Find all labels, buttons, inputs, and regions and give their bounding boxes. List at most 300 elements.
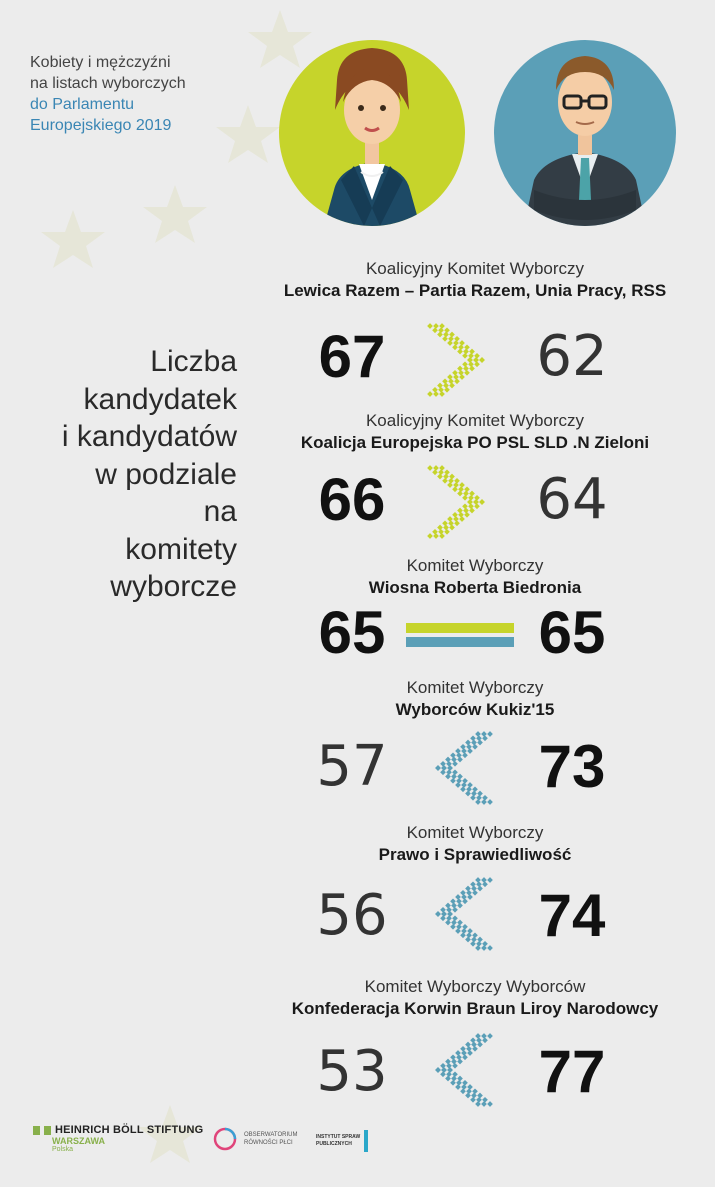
arrow-dot xyxy=(462,898,468,904)
arrow-dot xyxy=(456,1080,462,1086)
arrow-dot xyxy=(477,791,483,797)
arrow-dot xyxy=(470,881,476,887)
arrow-dot xyxy=(454,378,460,384)
committee-row-lewica xyxy=(270,258,680,302)
arrow-dot xyxy=(443,332,449,338)
arrow-dot xyxy=(460,932,466,938)
arrow-dot xyxy=(457,903,463,909)
committee-label: Komitet Wyborczy xyxy=(406,556,544,575)
arrow-dot xyxy=(445,757,451,763)
arrow-dot xyxy=(460,1046,466,1052)
isp-line-1: INSTYTUT SPRAW xyxy=(316,1134,361,1140)
arrow-dot xyxy=(439,323,445,329)
arrow-dot xyxy=(455,1084,461,1090)
isp-logo-bar xyxy=(364,1130,368,1152)
arrow-dot xyxy=(458,344,464,350)
arrow-dot xyxy=(440,769,446,775)
arrow-dot xyxy=(427,533,433,539)
arrow-dot xyxy=(461,748,467,754)
arrow-dot xyxy=(479,357,485,363)
arrow-dot xyxy=(449,332,455,338)
arrow-dot xyxy=(474,503,480,509)
arrow-dot xyxy=(467,748,473,754)
arrow-dot xyxy=(441,911,447,917)
arrow-dot xyxy=(438,469,444,475)
women-count: 67 xyxy=(318,323,386,390)
equal-bar xyxy=(406,637,514,647)
arrow-dot xyxy=(473,499,479,505)
men-count: 73 xyxy=(538,733,606,800)
arrow-dot xyxy=(449,383,455,389)
arrow-dot xyxy=(467,357,473,363)
arrow-dot xyxy=(452,907,458,913)
arrow-dot xyxy=(456,1054,462,1060)
arrow-dot xyxy=(446,1071,452,1077)
arrow-dot xyxy=(438,387,444,393)
arrow-dot xyxy=(439,391,445,397)
arrow-dot xyxy=(474,495,480,501)
arrow-dot xyxy=(465,937,471,943)
arrow-dot xyxy=(474,361,480,367)
arrow-dot xyxy=(477,1042,483,1048)
star-decoration xyxy=(143,185,207,243)
arrow-dot xyxy=(456,778,462,784)
arrow-dot xyxy=(482,941,488,947)
arrow-dot xyxy=(441,1067,447,1073)
arrow-dot xyxy=(476,795,482,801)
arrow-dot xyxy=(438,529,444,535)
arrow-dot xyxy=(457,1059,463,1065)
arrow-dot xyxy=(444,469,450,475)
arrow-dot xyxy=(452,761,458,767)
arrow-dot xyxy=(472,1088,478,1094)
arrow-dot xyxy=(457,349,463,355)
arrow-dot xyxy=(444,327,450,333)
arrow-dot xyxy=(439,465,445,471)
arrow-dot xyxy=(469,508,475,514)
arrow-dot xyxy=(469,491,475,497)
comparison-arrow xyxy=(420,728,500,808)
committee-name: Konfederacja Korwin Braun Liroy Narodowcy xyxy=(291,999,659,1018)
arrow-dot xyxy=(466,890,472,896)
arrow-dot xyxy=(462,503,468,509)
side-title-line: na xyxy=(203,495,237,528)
arrow-dot xyxy=(482,1037,488,1043)
arrow-dot xyxy=(454,520,460,526)
committee-row-koalicja xyxy=(270,410,680,454)
arrow-dot xyxy=(458,370,464,376)
arrow-dot xyxy=(460,744,466,750)
side-title-line: komitety xyxy=(125,532,237,566)
men-count: 74 xyxy=(538,882,606,949)
arrow-dot xyxy=(450,898,456,904)
arrow-dot xyxy=(470,795,476,801)
arrow-dot xyxy=(475,1033,481,1039)
arrow-dot xyxy=(453,374,459,380)
arrow-dot xyxy=(444,529,450,535)
arrow-dot xyxy=(476,881,482,887)
arrow-dot xyxy=(452,1063,458,1069)
committee-name: Wiosna Roberta Biedronia xyxy=(368,578,582,597)
arrow-dot xyxy=(487,799,493,805)
arrow-dot xyxy=(439,533,445,539)
arrow-dot xyxy=(487,877,493,883)
committee-row-kukiz xyxy=(270,677,680,721)
arrow-dot xyxy=(442,478,448,484)
star-decoration xyxy=(248,10,312,68)
arrow-dot xyxy=(464,344,470,350)
arrow-dot xyxy=(472,786,478,792)
arrow-dot xyxy=(455,894,461,900)
arrow-dot xyxy=(481,799,487,805)
arrow-dot xyxy=(443,383,449,389)
arrow-dot xyxy=(462,1054,468,1060)
arrow-dot xyxy=(451,1059,457,1065)
arrow-dot xyxy=(449,525,455,531)
arrow-dot xyxy=(452,486,458,492)
man-illustration xyxy=(494,40,676,226)
arrow-dot xyxy=(440,915,446,921)
arrow-dot xyxy=(474,353,480,359)
arrow-dot xyxy=(477,740,483,746)
arrow-dot xyxy=(471,740,477,746)
arrow-dot xyxy=(467,1050,473,1056)
committee-label: Komitet Wyborczy Wyborców xyxy=(364,977,586,996)
arrow-dot xyxy=(445,903,451,909)
arrow-dot xyxy=(452,370,458,376)
arrow-dot xyxy=(477,886,483,892)
arrow-dot xyxy=(452,915,458,921)
arrow-dot xyxy=(457,508,463,514)
isp-logo xyxy=(316,1130,368,1152)
arrow-dot xyxy=(445,774,451,780)
obserwatorium-logo xyxy=(212,1126,297,1152)
arrow-dot xyxy=(442,336,448,342)
arrow-dot xyxy=(447,374,453,380)
obs-line-1: OBSERWATORIUM xyxy=(244,1132,298,1138)
arrow-dot xyxy=(443,474,449,480)
comparison-arrow xyxy=(420,593,500,673)
arrow-dot xyxy=(448,520,454,526)
arrow-dot xyxy=(472,932,478,938)
committee-name: Wyborców Kukiz'15 xyxy=(395,700,555,719)
arrow-dot xyxy=(453,516,459,522)
arrow-dot xyxy=(462,1080,468,1086)
arrow-dot xyxy=(461,1050,467,1056)
arrow-dot xyxy=(470,1037,476,1043)
arrow-dot xyxy=(467,928,473,934)
arrow-dot xyxy=(437,383,443,389)
women-count: 56 xyxy=(316,883,388,948)
arrow-dot xyxy=(470,1097,476,1103)
arrow-dot xyxy=(481,1033,487,1039)
arrow-dot xyxy=(464,486,470,492)
committee-label: Koalicyjny Komitet Wyborczy xyxy=(365,411,585,430)
arrow-dot xyxy=(432,327,438,333)
arrow-dot xyxy=(463,508,469,514)
comparison-arrow xyxy=(420,320,500,400)
arrow-dot xyxy=(470,735,476,741)
arrow-dot xyxy=(475,945,481,951)
arrow-dot xyxy=(459,482,465,488)
arrow-dot xyxy=(446,1063,452,1069)
arrow-dot xyxy=(461,782,467,788)
arrow-dot xyxy=(458,512,464,518)
arrow-dot xyxy=(455,1050,461,1056)
arrow-dot xyxy=(435,911,441,917)
arrow-dot xyxy=(433,391,439,397)
arrow-dot xyxy=(482,881,488,887)
arrow-dot xyxy=(440,907,446,913)
arrow-dot xyxy=(466,932,472,938)
arrow-dot xyxy=(427,391,433,397)
arrow-dot xyxy=(447,911,453,917)
arrow-dot xyxy=(459,516,465,522)
arrow-dot xyxy=(450,924,456,930)
arrow-dot xyxy=(487,1033,493,1039)
arrow-dot xyxy=(455,782,461,788)
arrow-dot xyxy=(468,495,474,501)
arrow-dot xyxy=(481,877,487,883)
arrow-dot xyxy=(454,478,460,484)
arrow-dot xyxy=(477,937,483,943)
arrow-dot xyxy=(452,769,458,775)
arrow-dot xyxy=(454,336,460,342)
side-title-line: Liczba xyxy=(150,345,237,378)
arrow-dot xyxy=(458,486,464,492)
obs-line-2: RÓWNOŚCI PŁCI xyxy=(244,1140,293,1146)
arrow-dot xyxy=(472,744,478,750)
women-count: 53 xyxy=(316,1039,388,1104)
arrow-dot xyxy=(465,1042,471,1048)
woman-avatar xyxy=(279,40,465,226)
arrow-dot xyxy=(432,529,438,535)
hbs-logo xyxy=(33,1124,203,1153)
arrow-dot xyxy=(445,1076,451,1082)
arrow-dot xyxy=(452,512,458,518)
arrow-dot xyxy=(463,491,469,497)
arrow-dot xyxy=(445,1059,451,1065)
women-count: 57 xyxy=(316,734,388,799)
arrow-dot xyxy=(448,478,454,484)
arrow-dot xyxy=(482,735,488,741)
men-count: 64 xyxy=(536,467,608,532)
arrow-dot xyxy=(455,928,461,934)
committee-label: Komitet Wyborczy xyxy=(406,678,544,697)
arrow-dot xyxy=(433,465,439,471)
arrow-dot xyxy=(447,765,453,771)
arrow-dot xyxy=(469,349,475,355)
arrow-dot xyxy=(440,1063,446,1069)
arrow-dot xyxy=(462,495,468,501)
header-line-1: Kobiety i mężczyźni xyxy=(30,54,171,71)
arrow-dot xyxy=(456,898,462,904)
committee-name: Lewica Razem – Partia Razem, Unia Pracy, RSS xyxy=(283,281,667,300)
arrow-dot xyxy=(481,945,487,951)
arrow-dot xyxy=(451,757,457,763)
arrow-dot xyxy=(451,774,457,780)
committee-label: Koalicyjny Komitet Wyborczy xyxy=(365,259,585,278)
arrow-dot xyxy=(467,1084,473,1090)
arrow-dot xyxy=(463,349,469,355)
arrow-dot xyxy=(464,370,470,376)
arrow-dot xyxy=(476,735,482,741)
arrow-dot xyxy=(476,1037,482,1043)
comparison-arrow xyxy=(420,462,500,542)
arrow-dot xyxy=(447,1067,453,1073)
arrow-dot xyxy=(475,731,481,737)
header-line-3: do Parlamentu xyxy=(30,96,135,113)
arrow-dot xyxy=(460,890,466,896)
arrow-dot xyxy=(471,791,477,797)
arrow-dot xyxy=(466,1046,472,1052)
arrow-dot xyxy=(459,374,465,380)
arrow-dot xyxy=(475,877,481,883)
arrow-dot xyxy=(465,740,471,746)
arrow-dot xyxy=(443,525,449,531)
arrow-dot xyxy=(450,1054,456,1060)
arrow-dot xyxy=(456,752,462,758)
arrow-dot xyxy=(468,361,474,367)
arrow-dot xyxy=(481,1101,487,1107)
arrow-dot xyxy=(440,761,446,767)
committee-label: Komitet Wyborczy xyxy=(406,823,544,842)
arrow-dot xyxy=(451,920,457,926)
arrow-dot xyxy=(471,1093,477,1099)
arrow-dot xyxy=(455,748,461,754)
arrow-dot xyxy=(457,757,463,763)
men-count: 62 xyxy=(536,324,608,389)
comparison-arrow xyxy=(420,874,500,954)
women-count: 66 xyxy=(318,466,386,533)
arrow-dot xyxy=(448,336,454,342)
arrow-dot xyxy=(442,520,448,526)
arrow-dot xyxy=(467,499,473,505)
isp-line-2: PUBLICZNYCH xyxy=(316,1141,352,1147)
arrow-dot xyxy=(433,533,439,539)
arrow-dot xyxy=(469,366,475,372)
obserwatorium-ring-icon xyxy=(212,1126,238,1152)
arrow-dot xyxy=(482,1097,488,1103)
arrow-dot xyxy=(476,1097,482,1103)
arrow-dot xyxy=(427,465,433,471)
women-count: 65 xyxy=(318,599,386,666)
arrow-dot xyxy=(446,915,452,921)
arrow-dot xyxy=(437,474,443,480)
arrow-dot xyxy=(459,340,465,346)
side-title-line: wyborcze xyxy=(110,570,237,603)
arrow-dot xyxy=(442,378,448,384)
arrow-dot xyxy=(470,941,476,947)
arrow-dot xyxy=(465,791,471,797)
arrow-dot xyxy=(466,744,472,750)
hbs-city: WARSZAWA xyxy=(52,1136,105,1146)
arrow-dot xyxy=(481,731,487,737)
arrow-dot xyxy=(453,340,459,346)
committee-row-pis xyxy=(270,822,680,866)
arrow-dot xyxy=(461,894,467,900)
arrow-dot xyxy=(463,366,469,372)
arrow-dot xyxy=(447,516,453,522)
side-title-line: w podziale xyxy=(95,457,237,491)
arrow-dot xyxy=(462,361,468,367)
woman-illustration xyxy=(279,40,465,226)
arrow-dot xyxy=(462,924,468,930)
arrow-dot xyxy=(440,1071,446,1077)
arrow-dot xyxy=(457,366,463,372)
hbs-logo-square xyxy=(44,1126,51,1135)
arrow-dot xyxy=(457,1076,463,1082)
committee-name: Koalicja Europejska PO PSL SLD .N Zieloni xyxy=(300,433,650,452)
arrow-dot xyxy=(487,731,493,737)
arrow-dot xyxy=(449,474,455,480)
arrow-dot xyxy=(433,323,439,329)
arrow-dot xyxy=(467,782,473,788)
arrow-dot xyxy=(451,903,457,909)
arrow-dot xyxy=(446,761,452,767)
arrow-dot xyxy=(466,786,472,792)
arrow-dot xyxy=(465,1093,471,1099)
arrow-dot xyxy=(461,928,467,934)
men-count: 65 xyxy=(538,599,606,666)
arrow-dot xyxy=(453,482,459,488)
arrow-dot xyxy=(477,1093,483,1099)
arrow-dot xyxy=(435,1067,441,1073)
arrow-dot xyxy=(456,924,462,930)
arrow-dot xyxy=(468,503,474,509)
star-decoration xyxy=(216,105,280,163)
arrow-dot xyxy=(447,482,453,488)
arrow-dot xyxy=(482,795,488,801)
footer-logos xyxy=(0,1120,715,1180)
arrow-dot xyxy=(432,469,438,475)
arrow-dot xyxy=(432,387,438,393)
arrow-dot xyxy=(457,774,463,780)
arrow-dot xyxy=(441,765,447,771)
arrow-dot xyxy=(460,786,466,792)
arrow-dot xyxy=(487,945,493,951)
man-avatar xyxy=(494,40,676,226)
hbs-name: HEINRICH BÖLL STIFTUNG xyxy=(55,1124,204,1136)
arrow-dot xyxy=(450,752,456,758)
arrow-dot xyxy=(446,907,452,913)
star-decoration xyxy=(41,210,105,268)
arrow-dot xyxy=(438,327,444,333)
hbs-country: Polska xyxy=(52,1146,74,1153)
arrow-dot xyxy=(437,525,443,531)
arrow-dot xyxy=(450,1080,456,1086)
arrow-dot xyxy=(444,387,450,393)
side-title xyxy=(7,343,237,606)
arrow-dot xyxy=(471,937,477,943)
header-line-4: Europejskiego 2019 xyxy=(30,117,172,134)
arrow-dot xyxy=(462,778,468,784)
arrow-dot xyxy=(487,1101,493,1107)
arrow-dot xyxy=(475,1101,481,1107)
arrow-dot xyxy=(437,332,443,338)
arrow-dot xyxy=(467,894,473,900)
arrow-dot xyxy=(479,499,485,505)
arrow-dot xyxy=(445,920,451,926)
arrow-dot xyxy=(446,769,452,775)
arrow-dot xyxy=(472,890,478,896)
arrow-dot xyxy=(448,378,454,384)
arrow-dot xyxy=(427,323,433,329)
header-title xyxy=(30,52,186,136)
arrow-dot xyxy=(435,765,441,771)
header-line-2: na listach wyborczych xyxy=(30,75,186,92)
hbs-logo-square xyxy=(33,1126,40,1135)
